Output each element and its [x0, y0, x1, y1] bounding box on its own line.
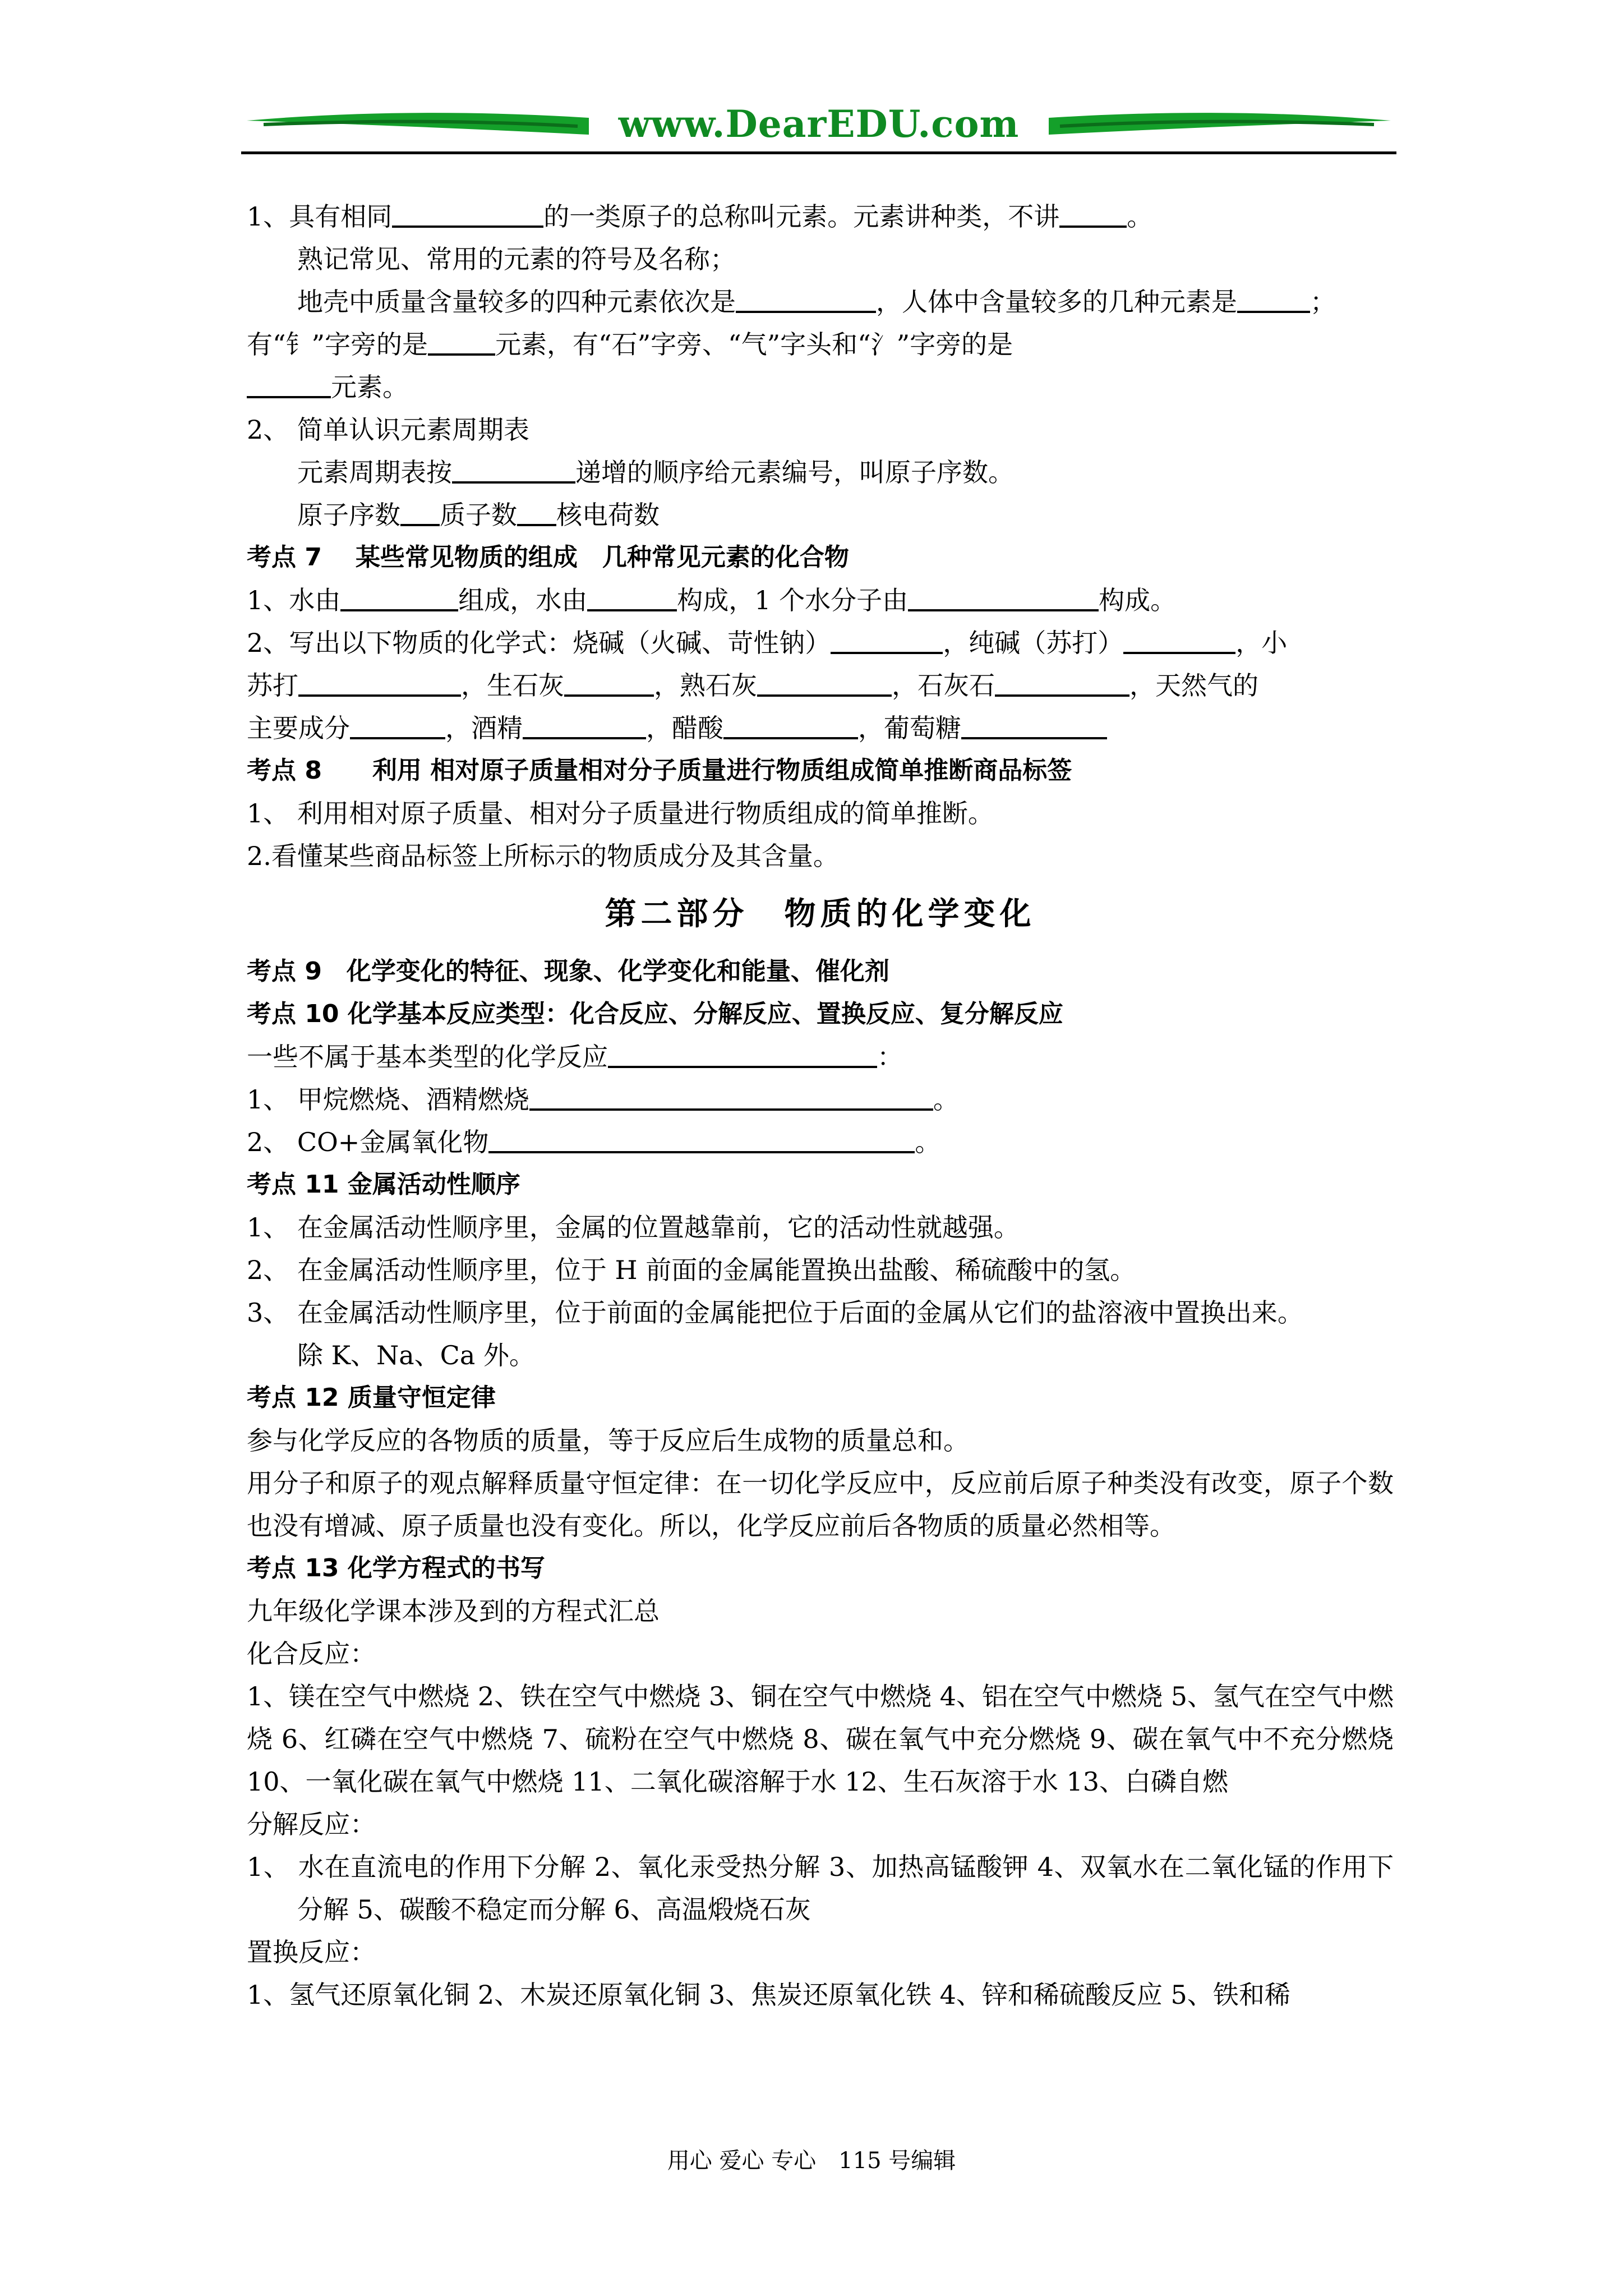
line-element-definition: 1、具有相同 的一类原子的总称叫元素。元素讲种类，不讲 。 [247, 195, 1394, 238]
line-water: 1、水由 组成，水由 构成，1 个水分子由 构成。 [247, 579, 1394, 622]
heading-topic-11: 考点 11 金属活动性顺序 [247, 1170, 520, 1199]
line-radicals: 有“钅”字旁的是 元素，有“石”字旁、“气”字头和“氵”字旁的是 [247, 323, 1394, 366]
paragraph-combination-list: 1、镁在空气中燃烧 2、铁在空气中燃烧 3、铜在空气中燃烧 4、铝在空气中燃烧 5、氢气在空气中燃烧 6、红磷在空气中燃烧 7、硫粉在空气中燃烧 8、碳在氧气中充分燃烧 9、碳在氧气中不充分燃烧 10、一氧化碳在氧气中燃烧 11、二氧化碳溶解于水 12、生石灰溶于水 13、白磷自燃 [247, 1681, 1394, 1797]
blank [340, 583, 458, 611]
line-atomic-number: 原子序数 质子数 核电荷数 [247, 494, 1394, 536]
blank [723, 711, 858, 739]
line-co-oxide: 2、 CO+金属氧化物 。 [247, 1121, 1394, 1163]
blank [995, 669, 1129, 697]
line-activity-1: 1、 在金属活动性顺序里，金属的位置越靠前，它的活动性就越强。 [247, 1212, 1020, 1243]
line-relative-mass: 1、 利用相对原子质量、相对分子质量进行物质组成的简单推断。 [247, 798, 994, 829]
line-conservation: 参与化学反应的各物质的质量，等于反应后生成物的质量总和。 [247, 1425, 969, 1456]
line-symbols: 熟记常见、常用的元素的符号及名称； [297, 244, 736, 274]
blank [736, 285, 876, 313]
label-displacement: 置换反应： [247, 1937, 376, 1967]
label-decomposition: 分解反应： [247, 1809, 376, 1839]
blank [908, 583, 1099, 611]
heading-topic-9: 考点 9 化学变化的特征、现象、化学变化和能量、催化剂 [247, 957, 889, 986]
blank [961, 711, 1107, 739]
line-radicals-end: 元素。 [247, 366, 1394, 408]
blank [564, 669, 654, 697]
line-formulas-3: 主要成分 ，酒精 ，醋酸 ，葡萄糖 [247, 707, 1394, 749]
blank [1237, 285, 1310, 313]
line-activity-2: 2、 在金属活动性顺序里，位于 H 前面的金属能置换出盐酸、稀硫酸中的氢。 [247, 1255, 1136, 1285]
blank [608, 1040, 877, 1068]
part-title: 第二部分 物质的化学变化 [605, 895, 1036, 932]
blank [587, 583, 677, 611]
line-periodic-table-order: 元素周期表按 递增的顺序给元素编号，叫原子序数。 [247, 451, 1394, 494]
label-combination: 化合反应： [247, 1639, 376, 1669]
line-activity-3: 3、 在金属活动性顺序里，位于前面的金属能把位于后面的金属从它们的盐溶液中置换出来。 [247, 1297, 1303, 1328]
line-labels: 2.看懂某些商品标签上所标示的物质成分及其含量。 [247, 841, 839, 871]
line-summary: 九年级化学课本涉及到的方程式汇总 [247, 1596, 660, 1626]
heading-topic-8: 考点 8 利用 相对原子质量相对分子质量进行物质组成简单推断商品标签 [247, 756, 1072, 785]
blank [831, 626, 943, 654]
site-logo: www.DearEDU.com [618, 102, 1020, 146]
header-rule [241, 151, 1396, 154]
blank [1059, 200, 1127, 228]
blank [1123, 626, 1235, 654]
page-header [241, 95, 1396, 163]
blank [350, 711, 445, 739]
blank [488, 1125, 915, 1153]
paragraph-conservation-explanation: 用分子和原子的观点解释质量守恒定律：在一切化学反应中，反应前后原子种类没有改变，原子个数也没有增减、原子质量也没有变化。所以，化学反应前后各物质的质量必然相等。 [247, 1468, 1394, 1541]
heading-topic-10: 考点 10 化学基本反应类型：化合反应、分解反应、置换反应、复分解反应 [247, 1000, 1063, 1028]
line-abundance: 地壳中质量含量较多的四种元素依次是 ，人体中含量较多的几种元素是 ； [247, 280, 1394, 323]
blank [452, 455, 575, 484]
heading-topic-12: 考点 12 质量守恒定律 [247, 1383, 496, 1412]
blank [428, 328, 495, 356]
line-activity-note: 除 K、Na、Ca 外。 [297, 1340, 535, 1370]
page-footer: 用心 爱心 专心 115 号编辑 [667, 2148, 956, 2174]
line-non-basic-reactions: 一些不属于基本类型的化学反应 ： [247, 1036, 1394, 1078]
line-methane: 1、 甲烷燃烧、酒精燃烧 。 [247, 1078, 1394, 1121]
blank [757, 669, 892, 697]
blank [298, 669, 461, 697]
blank [247, 370, 331, 398]
blank [392, 200, 543, 228]
document-body [247, 195, 1394, 2016]
blank [400, 498, 440, 526]
blank [529, 1083, 933, 1111]
paragraph-decomposition-list: 1、 水在直流电的作用下分解 2、氧化汞受热分解 3、加热高锰酸钾 4、双氧水在二氧化锰的作用下分解 5、碳酸不稳定而分解 6、高温煅烧石灰 [247, 1852, 1394, 1925]
heading-topic-7: 考点 7 某些常见物质的组成 几种常见元素的化合物 [247, 543, 849, 572]
heading-topic-13: 考点 13 化学方程式的书写 [247, 1554, 545, 1582]
line-displacement-list: 1、氢气还原氧化铜 2、木炭还原氧化铜 3、焦炭还原氧化铁 4、锌和稀硫酸反应 5、铁和稀 [247, 1980, 1290, 2010]
line-formulas-2: 苏打 ，生石灰 ，熟石灰 ，石灰石 ，天然气的 [247, 664, 1394, 707]
blank [523, 711, 646, 739]
blank [517, 498, 556, 526]
line-periodic-table-title: 2、 简单认识元素周期表 [247, 415, 529, 445]
line-formulas-1: 2、写出以下物质的化学式：烧碱（火碱、苛性钠） ，纯碱（苏打） ，小 [247, 622, 1394, 664]
